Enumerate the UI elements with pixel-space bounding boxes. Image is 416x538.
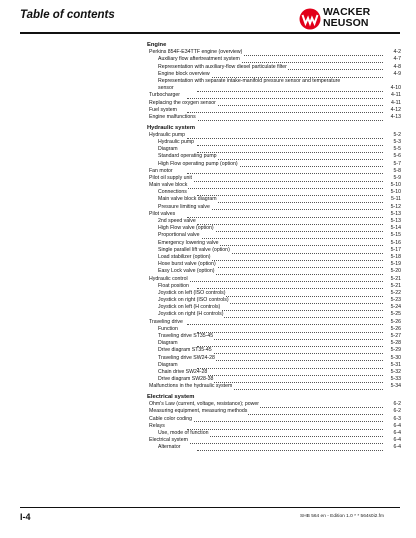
- toc-entry[interactable]: [147, 182, 401, 189]
- toc-dot-leader: [197, 153, 383, 160]
- toc-entry[interactable]: [147, 340, 401, 347]
- toc-entry-label: Pilot valves: [149, 210, 176, 217]
- toc-entry[interactable]: [147, 311, 401, 318]
- toc-dot-leader: [187, 92, 383, 99]
- toc-entry-page: 5-30: [390, 354, 401, 361]
- toc-entry-label: High Flow valve (option): [158, 225, 214, 232]
- toc-entry-label: Hydraulic pump: [158, 138, 195, 145]
- toc-entry-label: Pressure limiting valve: [158, 203, 210, 210]
- toc-entry-page: 5-10: [390, 182, 401, 189]
- toc-section-heading: [147, 125, 401, 132]
- toc-entry-label: Joystick on right (ISO controls): [158, 297, 229, 304]
- toc-entry[interactable]: [147, 196, 401, 203]
- toc-entry-page: 4-2: [393, 49, 401, 56]
- toc-entry-page: 5-32: [390, 368, 401, 375]
- toc-entry-label: Diagram: [158, 361, 178, 368]
- toc-dot-leader: [197, 85, 383, 92]
- toc-entry-label: Proportional valve: [158, 232, 200, 239]
- toc-entry-page: 5-17: [390, 246, 401, 253]
- toc-entry-label: Traveling drive SW24-28: [158, 354, 215, 361]
- toc-entry-page: 6-3: [393, 415, 401, 422]
- toc-entry-label: Standard operating pump: [158, 153, 217, 160]
- toc-entry-page: 5-22: [390, 289, 401, 296]
- toc-entry[interactable]: [147, 85, 401, 92]
- toc-entry-page: 5-26: [390, 325, 401, 332]
- toc-entry-page: 5-34: [390, 383, 401, 390]
- toc-entry-page: 5-10: [390, 189, 401, 196]
- toc-entry-page: 5-16: [390, 239, 401, 246]
- toc-dot-leader: [197, 362, 383, 369]
- toc-entry-page: 6-4: [393, 429, 401, 436]
- edition-info: SHB 564 en - Edition 1.0 * * 564s0i2.fm: [300, 514, 384, 519]
- toc-entry-page: 5-20: [390, 268, 401, 275]
- brand-logo: [299, 6, 399, 32]
- toc-dot-leader: [197, 311, 383, 318]
- toc-dot-leader: [197, 355, 383, 362]
- toc-entry-page: 5-9: [393, 174, 401, 181]
- toc-entry-page: 5-33: [390, 376, 401, 383]
- toc-dot-leader: [187, 423, 383, 430]
- toc-entry-page: 4-8: [393, 63, 401, 70]
- toc-dot-leader: [197, 232, 383, 239]
- toc-section-heading: [147, 394, 401, 401]
- toc-entry-page: 5-7: [393, 160, 401, 167]
- toc-entry[interactable]: [147, 132, 401, 139]
- page-title: Table of contents: [20, 9, 115, 21]
- toc-entry[interactable]: [147, 383, 401, 390]
- toc-entry[interactable]: [147, 369, 401, 376]
- toc-entry[interactable]: [147, 430, 401, 437]
- toc-dot-leader: [197, 261, 383, 268]
- toc-entry-label: Malfunctions in the hydraulic system: [149, 383, 233, 390]
- toc-entry[interactable]: [147, 304, 401, 311]
- toc-dot-leader: [197, 304, 383, 311]
- toc-entry-label: Replacing the oxygen sensor: [149, 99, 216, 106]
- toc-entry-label: 2nd speed valve: [158, 218, 196, 224]
- toc-entry[interactable]: [147, 423, 401, 430]
- toc-entry-label: Traveling drive ST35-45: [158, 333, 214, 339]
- toc-dot-leader: [197, 326, 383, 333]
- toc-dot-leader: [197, 240, 383, 247]
- header-rule: [20, 32, 400, 34]
- toc-entry-label: Load stabilizer (option): [158, 253, 211, 260]
- toc-dot-leader: [197, 283, 383, 290]
- toc-entry[interactable]: [147, 333, 401, 340]
- toc-entry-label: Main valve block diagram: [158, 196, 217, 203]
- toc-entry[interactable]: [147, 254, 401, 261]
- toc-entry[interactable]: [147, 437, 401, 444]
- toc-entry-page: 4-11: [391, 92, 401, 99]
- toc-entry-label: Measuring equipment, measuring methods: [149, 408, 248, 415]
- toc-entry-page: 5-21: [390, 282, 401, 289]
- toc-dot-leader: [197, 204, 383, 211]
- toc-entry[interactable]: [147, 247, 401, 254]
- toc-entry-page: 5-18: [390, 253, 401, 260]
- toc-entry-page: 5-3: [393, 138, 401, 145]
- toc-entry[interactable]: [147, 362, 401, 369]
- toc-entry[interactable]: [147, 71, 401, 78]
- toc-entry-label: Joystick on right (H controls): [158, 311, 224, 318]
- toc-entry[interactable]: [147, 175, 401, 182]
- toc-entry[interactable]: [147, 268, 401, 275]
- toc-entry-label: Electrical system: [147, 394, 195, 400]
- toc-dot-leader: [187, 211, 383, 218]
- toc-entry-label: Pilot oil supply unit: [149, 174, 192, 181]
- toc-entry-page: 5-12: [390, 203, 401, 210]
- toc-entry[interactable]: [147, 444, 401, 451]
- toc-entry-label: Turbocharger: [149, 92, 180, 99]
- toc-dot-leader: [187, 276, 383, 283]
- toc-entry[interactable]: [147, 232, 401, 239]
- toc-entry[interactable]: [147, 211, 401, 218]
- toc-entry-label: Engine: [147, 42, 167, 48]
- toc-entry-label: Hydraulic control: [149, 275, 188, 282]
- toc-entry-label: Joystick on left (ISO controls): [158, 289, 226, 296]
- toc-entry[interactable]: [147, 189, 401, 196]
- toc-entry[interactable]: [147, 139, 401, 146]
- toc-dot-leader: [197, 333, 383, 340]
- toc-entry-page: 5-24: [390, 304, 401, 311]
- toc-entry-page: 4-13: [390, 113, 401, 120]
- toc-dot-leader: [197, 444, 383, 451]
- toc-entry-page: 4-7: [393, 56, 401, 63]
- toc-entry-label: Main valve block: [149, 182, 188, 189]
- toc-dot-leader: [197, 71, 383, 78]
- toc-entry[interactable]: [147, 168, 401, 175]
- toc-entry-label: Relays: [149, 422, 165, 429]
- toc-entry-label: Alternator: [158, 444, 181, 451]
- toc-entry[interactable]: [147, 161, 401, 168]
- toc-entry-label: Emergency lowering valve: [158, 239, 219, 246]
- toc-dot-leader: [197, 225, 383, 232]
- toc-dot-leader: [187, 168, 383, 175]
- toc-entry-page: 5-23: [390, 297, 401, 304]
- toc-entry[interactable]: [147, 283, 401, 290]
- toc-entry-page: 5-14: [390, 225, 401, 232]
- toc-entry-page: 5-26: [390, 318, 401, 325]
- toc-entry[interactable]: [147, 64, 401, 71]
- toc-entry-label: Perkins 854F-E34TTF engine (overview): [149, 49, 243, 56]
- toc-entry-label: sensor: [158, 85, 174, 92]
- toc-entry-label: Float position: [158, 282, 189, 289]
- toc-entry-page: 4-10: [390, 85, 401, 92]
- toc-entry-page: 6-4: [393, 444, 401, 451]
- toc-entry[interactable]: [147, 290, 401, 297]
- toc-entry[interactable]: [147, 92, 401, 99]
- toc-section-heading: [147, 42, 401, 49]
- toc-entry[interactable]: [147, 78, 401, 85]
- toc-entry-page: 5-15: [390, 232, 401, 239]
- toc-entry-label: Hose burst valve (option): [158, 261, 216, 268]
- toc-entry-page: 5-8: [393, 167, 401, 174]
- toc-entry-page: 5-28: [390, 340, 401, 347]
- toc-entry[interactable]: [147, 319, 401, 326]
- toc-entry-label: Fan motor: [149, 167, 173, 174]
- toc-dot-leader: [187, 437, 383, 444]
- toc-entry[interactable]: [147, 326, 401, 333]
- toc-entry-label: Electrical system: [149, 437, 188, 444]
- footer-rule: [20, 507, 400, 508]
- toc-entry-page: 6-2: [393, 401, 401, 408]
- wacker-neuson-logo-icon: [299, 8, 321, 30]
- toc-entry-label: Representation with separate intake-manifold pressure sensor and temperature: [158, 77, 341, 84]
- toc-entry-label: Joystick on left (H controls): [158, 304, 221, 311]
- page-header: [0, 0, 416, 34]
- toc-entry-page: 5-31: [390, 361, 401, 368]
- toc-dot-leader: [197, 254, 383, 261]
- toc-dot-leader: [197, 139, 383, 146]
- toc-entry-page: 5-13: [390, 210, 401, 217]
- toc-entry-label: Traveling drive: [149, 318, 183, 325]
- toc-entry-page: 6-4: [393, 437, 401, 444]
- toc-entry[interactable]: [147, 204, 401, 211]
- toc-dot-leader: [187, 132, 383, 139]
- toc-entry-page: 5-11: [391, 196, 401, 203]
- toc-entry-label: Drive diagram ST35-45: [158, 347, 212, 354]
- toc-dot-leader: [197, 376, 383, 383]
- toc-entry-label: Representation with auxiliary-flow diesel particulate filter: [158, 63, 287, 70]
- toc-entry-page: 4-9: [393, 70, 401, 77]
- toc-dot-leader: [197, 340, 383, 347]
- toc-entry[interactable]: [147, 347, 401, 354]
- toc-entry[interactable]: [147, 297, 401, 304]
- toc-entry-label: Diagram: [158, 146, 178, 153]
- toc-entry[interactable]: [147, 100, 401, 107]
- toc-entry[interactable]: [147, 218, 401, 225]
- toc-entry[interactable]: [147, 225, 401, 232]
- toc-entry-label: Single parallel lift valve (option): [158, 246, 230, 253]
- toc-entry[interactable]: [147, 146, 401, 153]
- toc-dot-leader: [187, 107, 383, 114]
- toc-entry-label: Engine malfunctions: [149, 113, 196, 120]
- toc-entry-label: Connections: [158, 189, 187, 196]
- toc-entry-page: 5-2: [393, 131, 401, 138]
- toc-dot-leader: [197, 189, 383, 196]
- brand-name-line1: WACKER: [323, 6, 371, 18]
- toc-dot-leader: [197, 196, 383, 203]
- toc-dot-leader: [187, 175, 383, 182]
- toc-entry-label: High Flow operating pump (option): [158, 160, 238, 167]
- toc-dot-leader: [197, 430, 383, 437]
- toc-entry-page: 5-29: [390, 347, 401, 354]
- toc-entry-page: 6-4: [393, 422, 401, 429]
- toc-dot-leader: [187, 319, 383, 326]
- toc-entry-page: 4-12: [390, 106, 401, 113]
- toc-entry-label: Diagram: [158, 340, 178, 347]
- brand-name-line2: NEUSON: [323, 17, 369, 29]
- toc-entry[interactable]: [147, 56, 401, 63]
- toc-dot-leader: [197, 369, 383, 376]
- toc-entry-page: 6-2: [393, 408, 401, 415]
- toc-entry-label: Use, mode of function: [158, 429, 209, 436]
- toc-dot-leader: [187, 114, 383, 121]
- toc-entry[interactable]: [147, 153, 401, 160]
- toc-entry-label: Chain drive SW24-28: [158, 368, 208, 375]
- toc-entry[interactable]: [147, 240, 401, 247]
- toc-entry-label: Cable color coding: [149, 415, 192, 422]
- toc-entry[interactable]: [147, 49, 401, 56]
- page-number: I-4: [20, 512, 31, 522]
- toc-dot-leader: [197, 146, 383, 153]
- toc-entry-label: Fuel system: [149, 106, 177, 113]
- toc-entry-label: Hydraulic pump: [149, 131, 186, 138]
- toc-entry[interactable]: [147, 376, 401, 383]
- toc-entry-label: Drive diagram SW28-38: [158, 376, 214, 383]
- toc-dot-leader: [187, 182, 383, 189]
- toc-dot-leader: [187, 416, 383, 423]
- toc-dot-leader: [197, 347, 383, 354]
- toc-entry-page: 5-13: [390, 218, 401, 224]
- toc-entry-page: 5-5: [393, 146, 401, 153]
- toc-entry-page: 4-11: [391, 99, 401, 106]
- toc-entry-page: 5-19: [390, 261, 401, 268]
- toc-entry[interactable]: [147, 408, 401, 415]
- toc-entry-page: 5-21: [390, 275, 401, 282]
- toc-entry-label: Engine block overview: [158, 70, 210, 77]
- toc-entry[interactable]: [147, 276, 401, 283]
- toc-entry-label: Hydraulic system: [147, 124, 196, 131]
- toc-entry-page: 5-6: [393, 153, 401, 160]
- toc-entry[interactable]: [147, 107, 401, 114]
- toc-entry[interactable]: [147, 416, 401, 423]
- toc-entry[interactable]: [147, 114, 401, 121]
- toc-dot-leader: [197, 218, 383, 225]
- toc-entry[interactable]: [147, 401, 401, 408]
- toc-entry[interactable]: [147, 261, 401, 268]
- table-of-contents: [147, 42, 401, 452]
- toc-entry-label: Ohm's Law (current, voltage, resistance); power: [149, 401, 259, 408]
- toc-entry-page: 5-25: [390, 311, 401, 318]
- toc-entry[interactable]: [147, 355, 401, 362]
- toc-dot-leader: [197, 268, 383, 275]
- toc-entry-label: Easy Lock valve (option): [158, 268, 215, 275]
- toc-entry-label: Function: [158, 325, 178, 332]
- toc-entry-label: Auxiliary flow aftertreatment system: [158, 56, 240, 63]
- toc-entry-page: 5-27: [390, 333, 401, 339]
